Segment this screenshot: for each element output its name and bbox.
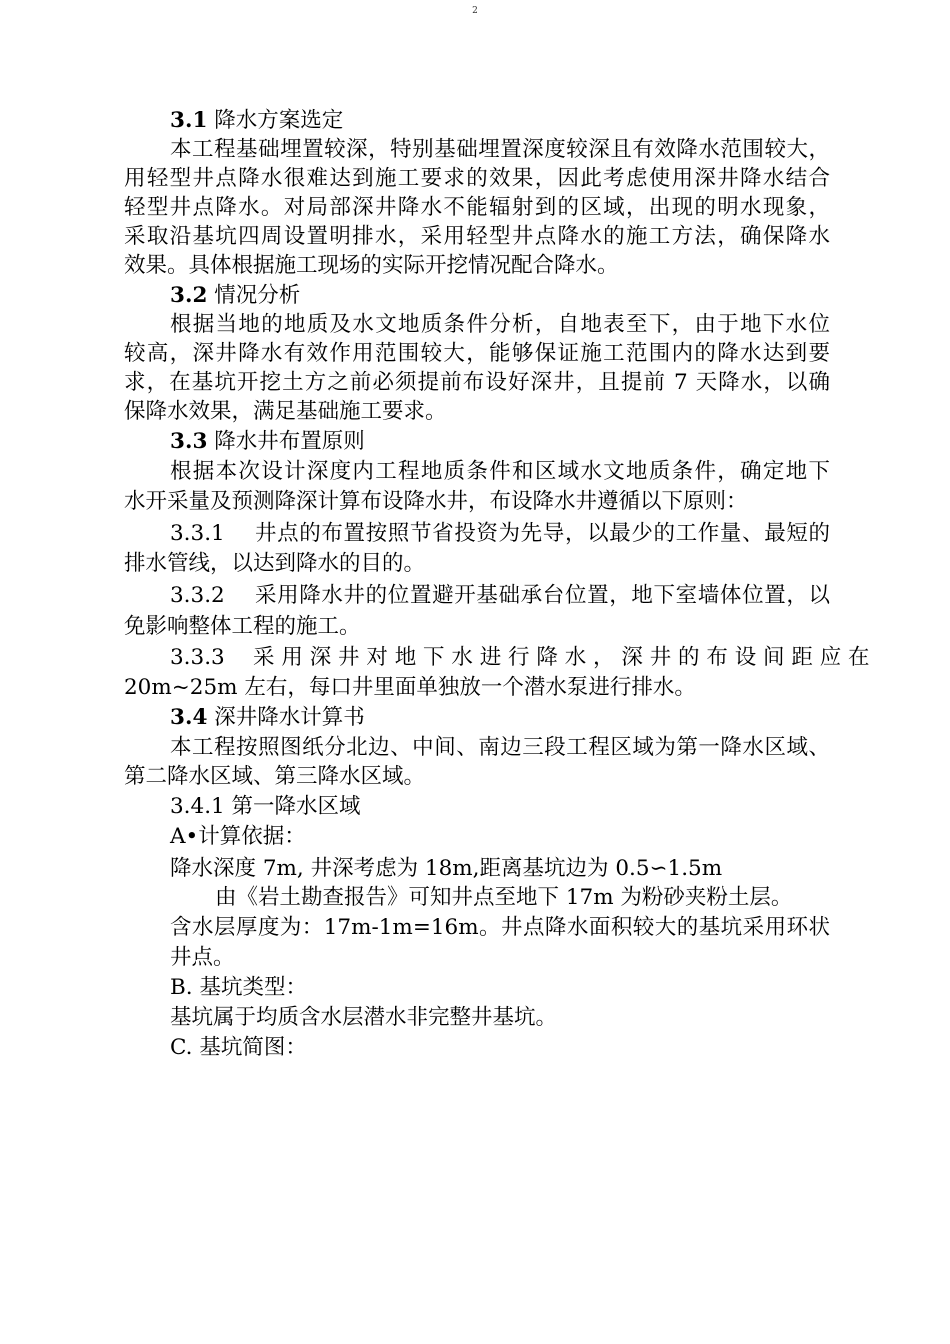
- paragraph-line: 轻型井点降水。对局部深井降水不能辐射到的区域，出现的明水现象，: [124, 195, 830, 220]
- paragraph-line: 效果。具体根据施工现场的实际开挖情况配合降水。: [124, 253, 619, 278]
- page-number: 2: [472, 6, 478, 16]
- paragraph-line: 本工程按照图纸分北边、中间、南边三段工程区域为第一降水区域、: [170, 735, 830, 760]
- paragraph-line: 保降水效果，满足基础施工要求。: [124, 399, 447, 424]
- paragraph-line: 20m~25m 左右，每口井里面单独放一个潜水泵进行排水。: [124, 675, 696, 700]
- paragraph-line: 采取沿基坑四周设置明排水，采用轻型井点降水的施工方法，确保降水: [124, 224, 830, 249]
- paragraph-line: 求，在基坑开挖土方之前必须提前布设好深井，且提前 7 天降水，以确: [124, 370, 830, 395]
- paragraph-line: 水开采量及预测降深计算布设降水井，布设降水井遵循以下原则：: [124, 489, 748, 514]
- paragraph-line: 免影响整体工程的施工。: [124, 614, 361, 639]
- paragraph-line: 用轻型井点降水很难达到施工要求的效果，因此考虑使用深井降水结合: [124, 166, 830, 191]
- section-number: 3.4: [170, 705, 208, 730]
- section-heading-3-1: [170, 106, 830, 135]
- clause-3-3-3: 3.3.3 采 用 深 井 对 地 下 水 进 行 降 水 ， 深 井 的 布 设 间 距 应 在: [170, 645, 870, 670]
- paragraph-line: 第二降水区域、第三降水区域。: [124, 764, 426, 789]
- section-number: 3.3: [170, 429, 208, 454]
- paragraph-line: 由《岩土勘查报告》可知井点至地下 17m 为粉砂夹粉土层。: [215, 885, 793, 910]
- paragraph-line: 根据当地的地质及水文地质条件分析，自地表至下，由于地下水位: [170, 312, 830, 337]
- section-number: 3.2: [170, 283, 208, 308]
- paragraph-line: 含水层厚度为：17m-1m=16m。井点降水面积较大的基坑采用环状: [170, 915, 830, 940]
- section-heading-3-3: [170, 427, 830, 456]
- item-b-heading: B. 基坑类型：: [170, 975, 307, 1000]
- subsection-heading-3-4-1: 3.4.1 第一降水区域: [170, 794, 361, 819]
- paragraph-line: 井点。: [170, 945, 235, 970]
- section-number: 3.1: [170, 108, 208, 133]
- section-heading-3-4: [170, 703, 830, 732]
- item-a-heading: A•计算依据：: [170, 824, 306, 849]
- paragraph-line: 基坑属于均质含水层潜水非完整井基坑。: [170, 1005, 558, 1030]
- paragraph-line: 根据本次设计深度内工程地质条件和区域水文地质条件，确定地下: [170, 459, 830, 484]
- item-c-heading: C. 基坑简图：: [170, 1035, 307, 1060]
- clause-3-3-2: 3.3.2 采用降水井的位置避开基础承台位置，地下室墙体位置，以: [170, 583, 830, 608]
- section-title: 降水方案选定: [207, 108, 344, 133]
- section-title: 情况分析: [207, 283, 301, 308]
- section-heading-3-2: [170, 281, 830, 310]
- paragraph-line: 排水管线，以达到降水的目的。: [124, 551, 426, 576]
- paragraph-line: 降水深度 7m, 井深考虑为 18m,距离基坑边为 0.5∽1.5m: [170, 856, 723, 881]
- section-title: 深井降水计算书: [207, 705, 365, 730]
- clause-3-3-1: 3.3.1 井点的布置按照节省投资为先导，以最少的工作量、最短的: [170, 521, 830, 546]
- section-title: 降水井布置原则: [207, 429, 365, 454]
- paragraph-line: 本工程基础埋置较深，特别基础埋置深度较深且有效降水范围较大，: [170, 137, 830, 162]
- paragraph-line: 较高，深井降水有效作用范围较大，能够保证施工范围内的降水达到要: [124, 341, 830, 366]
